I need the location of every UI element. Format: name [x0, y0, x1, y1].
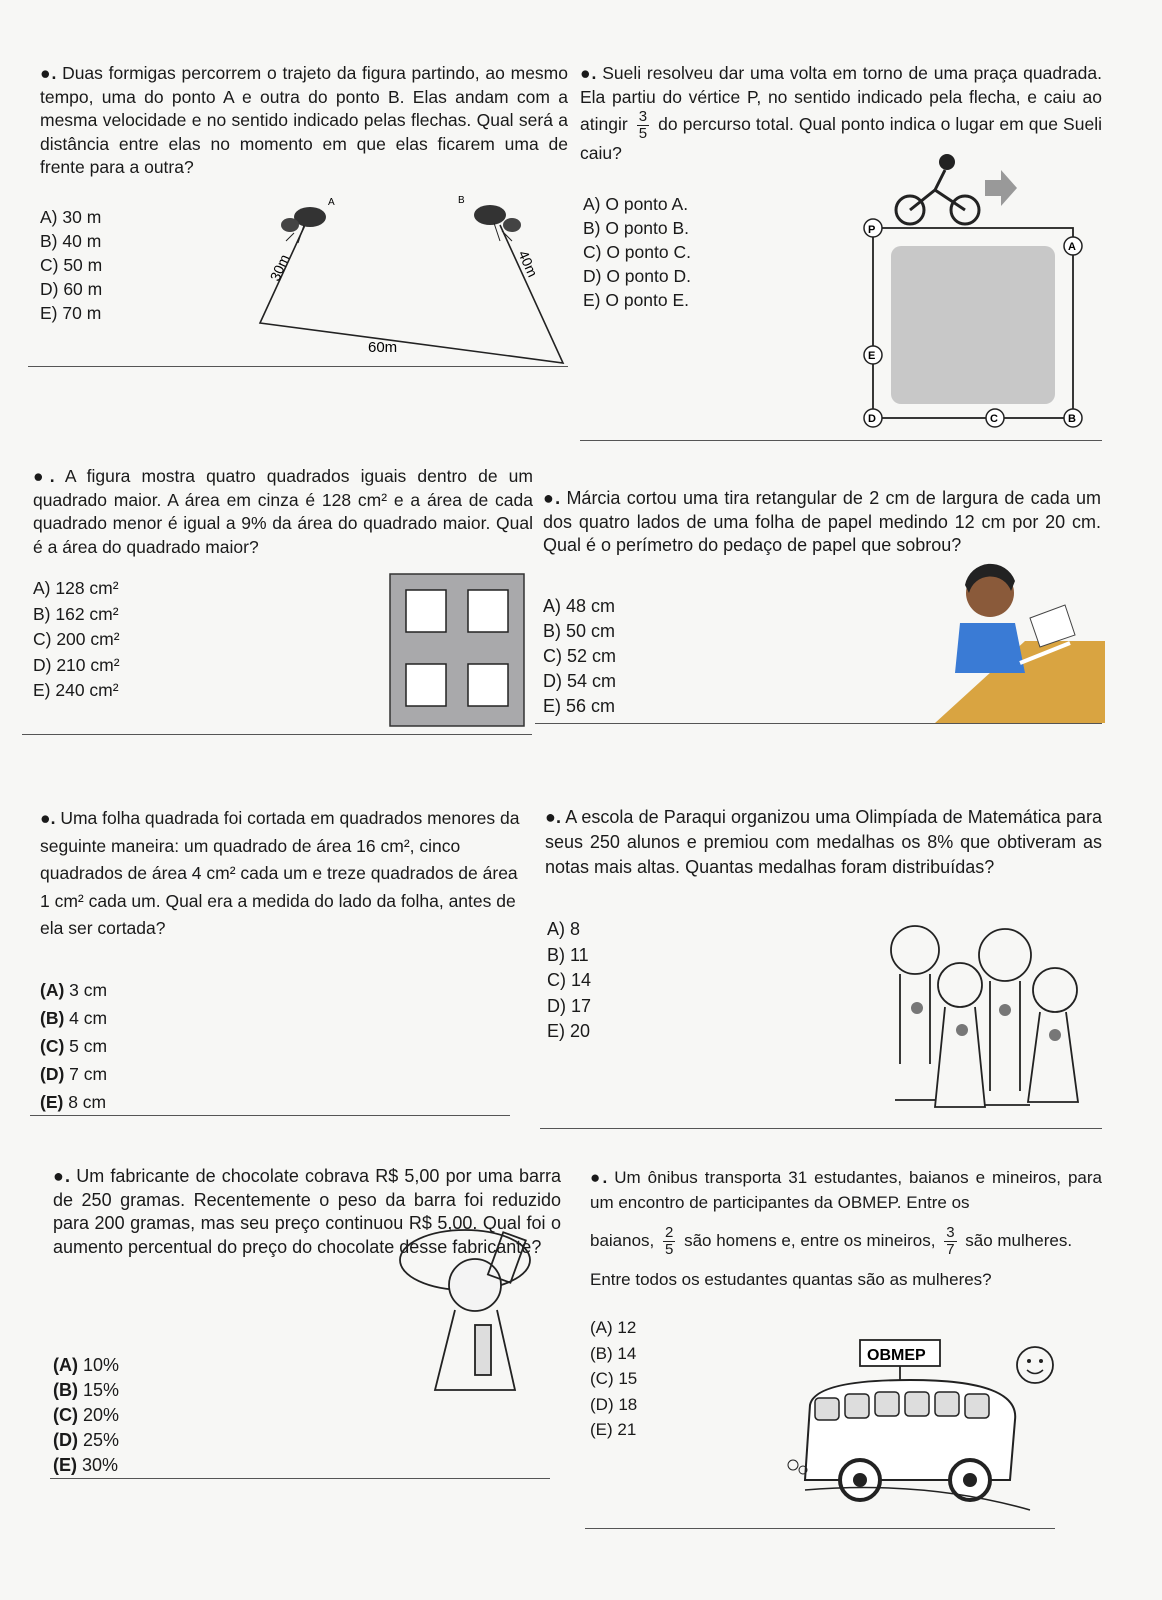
- option-e[interactable]: E) O ponto E.: [583, 290, 690, 310]
- girl-with-chocolate-illustration: [395, 1215, 565, 1395]
- question-bus-students-line2: baianos, $\frac{2}{5}$ são homens e, entre os mineiros, $\frac{3}{7}$ são mulheres.: [590, 1224, 1073, 1258]
- option-d[interactable]: (D) 7 cm: [40, 1064, 108, 1084]
- ant-b-icon: [474, 205, 521, 241]
- question-bus-students-options: [590, 1315, 637, 1443]
- point-b-label: B: [458, 195, 465, 206]
- question-marker: ●.: [40, 808, 56, 828]
- question-medals-options: [547, 917, 591, 1045]
- point-a-label: A: [328, 197, 335, 208]
- question-squares-area-options: [33, 576, 120, 704]
- option-b[interactable]: (B) 4 cm: [40, 1008, 108, 1028]
- option-a[interactable]: A) O ponto A.: [583, 194, 689, 214]
- label-60m: 60m: [368, 339, 398, 356]
- point-a-label: A: [1068, 241, 1076, 253]
- question-bus-students-question: Entre todos os estudantes quantas são as mulheres?: [590, 1270, 992, 1289]
- question-marker: ●.: [543, 488, 561, 508]
- ant-a-icon: [281, 207, 326, 243]
- divider: [585, 1528, 1055, 1529]
- option-c[interactable]: (C) 5 cm: [40, 1036, 108, 1056]
- point-d-label: D: [868, 413, 876, 425]
- option-e[interactable]: (E) 8 cm: [40, 1092, 107, 1112]
- option-b[interactable]: (B) 15%: [53, 1380, 120, 1400]
- question-ants-options: [40, 205, 102, 325]
- question-squares-area-text: ●. A figura mostra quatro quadrados iguais dentro de um quadrado maior. A área em cinza é 128 cm² e a área de cada quadrado menor é igual a 9% da área do quadrado maior. Qual é a área do quadrado maior?: [33, 466, 533, 557]
- option-a[interactable]: A) 48 cm: [543, 596, 616, 616]
- option-d[interactable]: D) 210 cm²: [33, 654, 120, 675]
- divider: [540, 1128, 1102, 1129]
- question-square-sheet-options: [40, 976, 107, 1116]
- option-e[interactable]: E) 240 cm²: [33, 680, 119, 700]
- option-e[interactable]: (E) 21: [590, 1420, 637, 1439]
- fraction-three-fifths: $\frac{3}{5}$: [638, 108, 648, 142]
- divider: [580, 440, 1102, 441]
- girl-cutting-paper-illustration: [935, 563, 1105, 723]
- divider: [535, 723, 1102, 724]
- vertex-p-label: P: [868, 224, 876, 236]
- option-a[interactable]: (A) 3 cm: [40, 980, 108, 1000]
- square-park-figure: [855, 150, 1085, 440]
- question-ants-text: ●. Duas formigas percorrem o trajeto da figura partindo, ao mesmo tempo, uma do ponto A e outra do ponto B. Elas andam com a mesma velocidade e no sentido indicado pelas flechas. Qual será a distância entre elas no momento em que elas ficarem uma de frente para a outra?: [40, 63, 568, 177]
- four-squares-figure: [388, 572, 528, 730]
- question-paper-perimeter-options: [543, 594, 616, 719]
- question-bus-students: [590, 1165, 1102, 1292]
- option-b[interactable]: B) 162 cm²: [33, 603, 119, 624]
- option-c[interactable]: C) 50 m: [40, 255, 103, 275]
- divider: [50, 1478, 550, 1479]
- option-a[interactable]: A) 8: [547, 919, 581, 939]
- question-marker: ●.: [40, 63, 57, 83]
- option-c[interactable]: (C) 20%: [53, 1405, 120, 1425]
- question-marker: ●.: [33, 466, 55, 486]
- option-d[interactable]: D) O ponto D.: [583, 266, 691, 286]
- obmep-bus-illustration: [785, 1330, 1070, 1520]
- option-e[interactable]: E) 20: [547, 1021, 591, 1041]
- students-with-medals-illustration: [865, 910, 1100, 1115]
- question-paper-perimeter-text: ●. Márcia cortou uma tira retangular de 2 cm de largura de cada um dos quatro lados de uma folha de papel medindo 12 cm por 20 cm. Qual é o perímetro do pedaço de papel que sobrou?: [543, 488, 1101, 555]
- point-b-label: B: [1068, 413, 1076, 425]
- cyclist-icon: [896, 154, 979, 224]
- divider: [30, 1115, 510, 1116]
- question-chocolate-options: [53, 1353, 119, 1478]
- option-c[interactable]: C) 200 cm²: [33, 629, 120, 649]
- question-squares-area: [33, 465, 533, 559]
- option-c[interactable]: (C) 15: [590, 1369, 638, 1388]
- divider: [22, 734, 532, 735]
- option-d[interactable]: D) 54 cm: [543, 671, 617, 691]
- option-b[interactable]: B) 11: [547, 944, 589, 965]
- option-d[interactable]: (D) 25%: [53, 1430, 120, 1450]
- point-e-label: E: [868, 350, 876, 362]
- option-e[interactable]: E) 70 m: [40, 303, 102, 323]
- question-square-sheet: [40, 805, 530, 943]
- option-a[interactable]: (A) 10%: [53, 1355, 120, 1375]
- ants-path-figure: [250, 195, 570, 370]
- point-c-label: C: [990, 413, 998, 425]
- option-a[interactable]: A) 30 m: [40, 207, 102, 227]
- sun-icon: [1017, 1347, 1053, 1383]
- option-b[interactable]: (B) 14: [590, 1343, 637, 1363]
- fraction-three-sevenths: $\frac{3}{7}$: [946, 1224, 955, 1258]
- option-e[interactable]: (E) 30%: [53, 1455, 119, 1475]
- label-30m: 30m: [266, 251, 293, 284]
- question-marker: ●.: [590, 1168, 608, 1187]
- option-b[interactable]: B) 40 m: [40, 231, 102, 251]
- bus-sign-label: OBMEP: [867, 1347, 926, 1364]
- arrow-right-icon: [985, 170, 1017, 206]
- question-square-walk-options: [583, 192, 691, 312]
- question-marker: ●.: [580, 63, 597, 83]
- option-e[interactable]: E) 56 cm: [543, 696, 616, 716]
- question-chocolate-text: ●. Um fabricante de chocolate cobrava R$ 5,00 por uma barra de 250 gramas. Recentemente o peso da barra foi reduzido para 200 gramas, mas seu preço continuou R$ 5,00. Qual foi o aumento percentual do preço do chocolate desse fabricante?: [53, 1166, 561, 1257]
- label-40m: 40m: [515, 248, 541, 280]
- option-c[interactable]: C) O ponto C.: [583, 242, 691, 262]
- option-a[interactable]: A) 128 cm²: [33, 578, 119, 598]
- option-b[interactable]: B) 50 cm: [543, 621, 616, 641]
- question-paper-perimeter: [543, 487, 1101, 558]
- question-ants: [40, 62, 568, 180]
- option-d[interactable]: D) 60 m: [40, 279, 103, 299]
- question-square-sheet-text: ●. Uma folha quadrada foi cortada em quadrados menores da seguinte maneira: um quadrado de área 16 cm², cinco quadrados de área 4 cm² cada um e treze quadrados de área 1 cm² cada um. Qual era a medida do lado da folha, antes de ela ser cortada?: [40, 808, 520, 938]
- option-d[interactable]: (D) 18: [590, 1394, 638, 1414]
- question-medals: [545, 805, 1102, 880]
- option-d[interactable]: D) 17: [547, 995, 592, 1016]
- option-b[interactable]: B) O ponto B.: [583, 218, 690, 238]
- question-bus-students-text: ●. Um ônibus transporta 31 estudantes, baianos e mineiros, para um encontro de participantes da OBMEP. Entre os: [590, 1168, 1102, 1212]
- fraction-two-fifths: $\frac{2}{5}$: [665, 1224, 674, 1258]
- question-medals-text: ●. A escola de Paraqui organizou uma Olimpíada de Matemática para seus 250 alunos e premiou com medalhas os 8% que obtiveram as notas mais altas. Quantas medalhas foram distribuídas?: [545, 807, 1102, 877]
- question-marker: ●.: [53, 1166, 71, 1186]
- question-square-walk-text: ●. Sueli resolveu dar uma volta em torno de uma praça quadrada. Ela partiu do vértice P, no sentido indicado pela flecha, e caiu ao atingir $\frac{3}{5}$ do percurso total. Qual ponto indica o lugar em que Sueli caiu?: [580, 63, 1102, 163]
- divider: [28, 366, 568, 367]
- option-a[interactable]: (A) 12: [590, 1318, 637, 1337]
- option-c[interactable]: C) 14: [547, 970, 592, 990]
- option-c[interactable]: C) 52 cm: [543, 646, 617, 666]
- question-marker: ●.: [545, 807, 562, 827]
